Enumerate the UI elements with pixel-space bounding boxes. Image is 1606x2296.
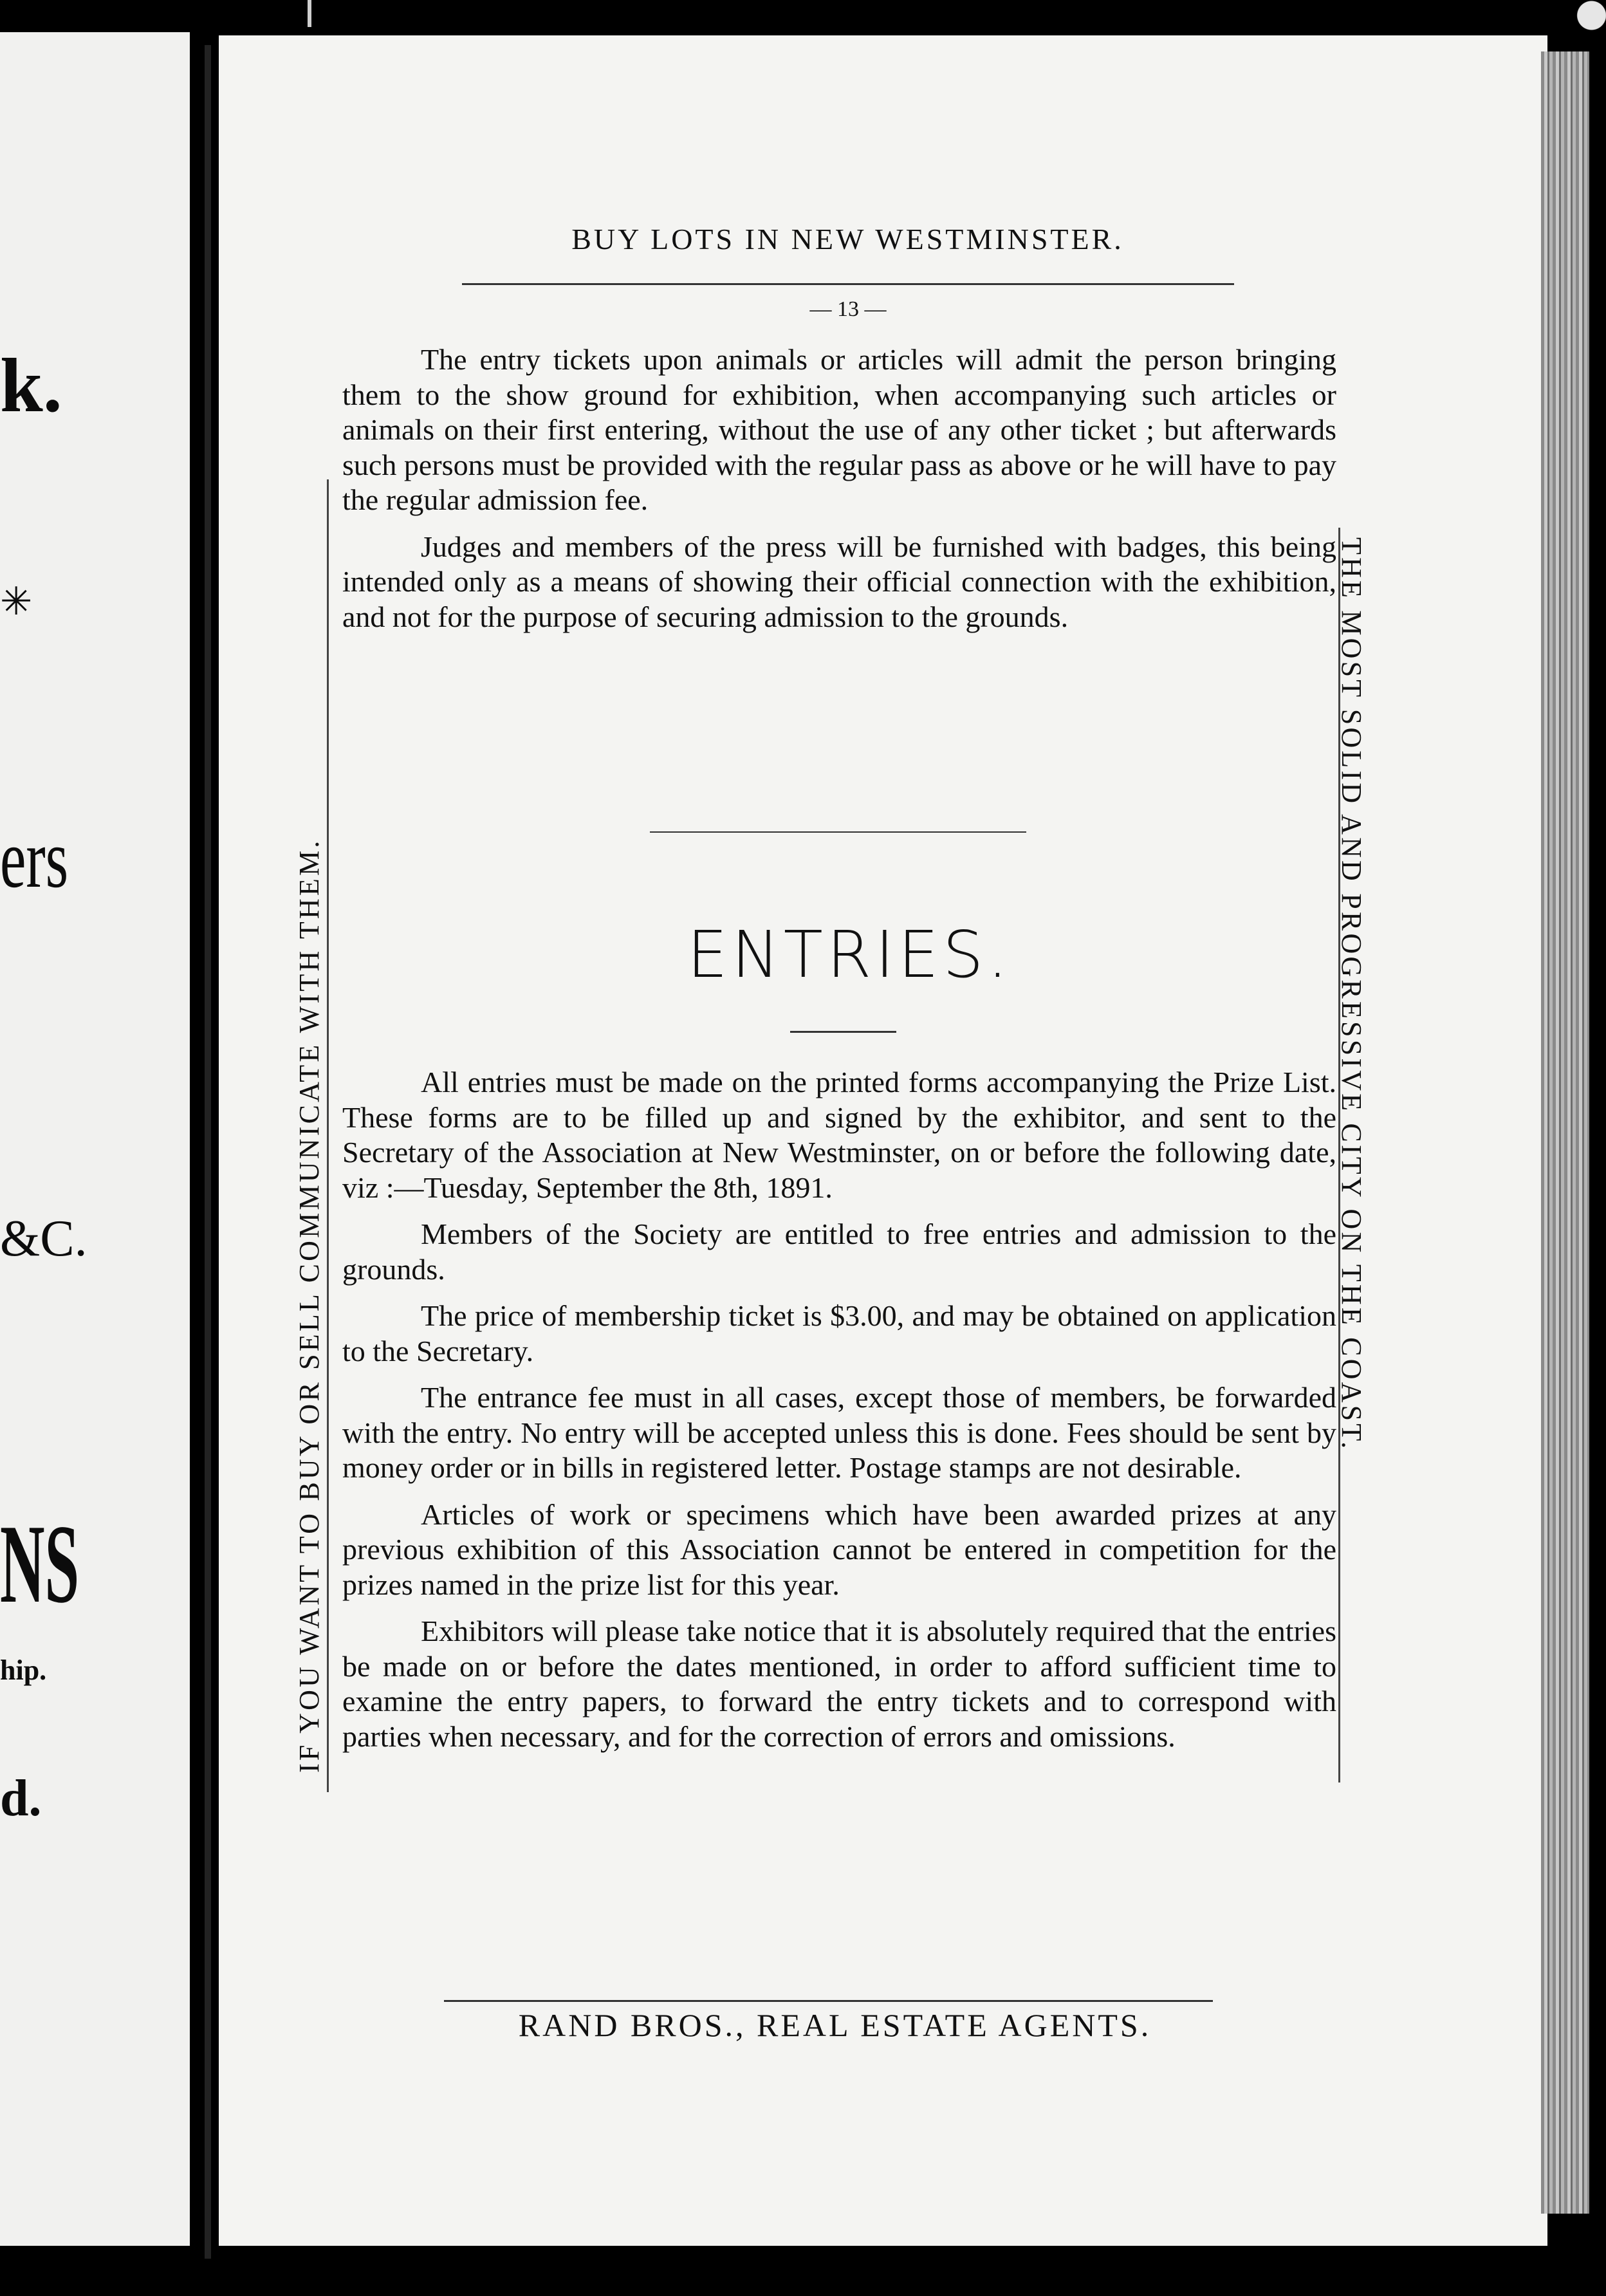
heading-underline	[790, 1031, 896, 1033]
left-margin-rule	[327, 479, 329, 1792]
left-page-fragment-asterisk: ✳	[0, 580, 33, 623]
page-edges	[1541, 51, 1589, 2214]
footer-rule	[444, 2000, 1213, 2002]
paragraph: Exhibitors will please take notice that it is absolutely required that the entries be made on or before the dates mentioned, in order to afford sufficient time to examine the entry papers, to forward the entry tickets and to correspond with parties when necessary, and for the correction of errors and omissions.	[342, 1615, 1336, 1753]
left-page-fragment-hip: hip.	[0, 1654, 47, 1686]
left-page-fragment-ers: ers	[0, 813, 69, 905]
section-divider	[650, 831, 1026, 833]
section-heading: ENTRIES.	[687, 917, 1012, 992]
header-rule	[462, 283, 1234, 285]
paragraph: The price of membership ticket is $3.00, and may be obtained on application to the Secretary.	[342, 1299, 1336, 1367]
right-margin-text: THE MOST SOLID AND PROGRESSIVE CITY ON THE COAST.	[1336, 537, 1367, 1452]
intro-text	[342, 342, 1336, 646]
left-page-fragment-ans: NS	[0, 1501, 80, 1626]
paragraph: All entries must be made on the printed forms accompanying the Prize List. These forms are to be filled up and signed by the exhibitor, and sent to the Secretary of the Association at New Westminster, on or before the following date, viz :—Tuesday, September the 8th, 1891.	[342, 1066, 1336, 1204]
paragraph: Judges and members of the press will be furnished with badges, this being intended only as a means of showing their official connection with the exhibition, and not for the purpose of securing admission to the grounds.	[342, 530, 1336, 633]
scan-corner-mark	[1570, 0, 1606, 39]
running-header: BUY LOTS IN NEW WESTMINSTER.	[571, 223, 1124, 255]
entries-text	[342, 1065, 1336, 1766]
page-gutter	[205, 45, 211, 2259]
paragraph: The entrance fee must in all cases, except those of members, be forwarded with the entry. No entry will be accepted unless this is done. Fees should be sent by money order or in bills in registered letter. Postage stamps are not desirable.	[342, 1381, 1336, 1484]
left-margin-text: IF YOU WANT TO BUY OR SELL COMMUNICATE WITH THEM.	[293, 838, 325, 1773]
page-number: — 13 —	[809, 297, 887, 321]
paragraph: Members of the Society are entitled to free entries and admission to the grounds.	[342, 1217, 1336, 1286]
paragraph: The entry tickets upon animals or articles will admit the person bringing them to the show ground for exhibition, when accompanying such articles or animals on their first entering, without the use of any other ticket ; but afterwards such persons must be provided with the regular pass as above or he will have to pay the regular admission fee.	[342, 343, 1336, 516]
adjacent-page	[0, 32, 190, 2246]
scan-mark	[308, 0, 311, 27]
left-page-fragment-k: k.	[0, 342, 62, 428]
running-footer: RAND BROS., REAL ESTATE AGENTS.	[518, 2007, 1152, 2043]
left-page-fragment-etc: &C.	[0, 1210, 88, 1267]
left-page-fragment-d: d.	[0, 1770, 42, 1827]
paragraph: Articles of work or specimens which have been awarded prizes at any previous exhibition of this Association cannot be entered in competition for the prizes named in the prize list for this year.	[342, 1497, 1336, 1601]
